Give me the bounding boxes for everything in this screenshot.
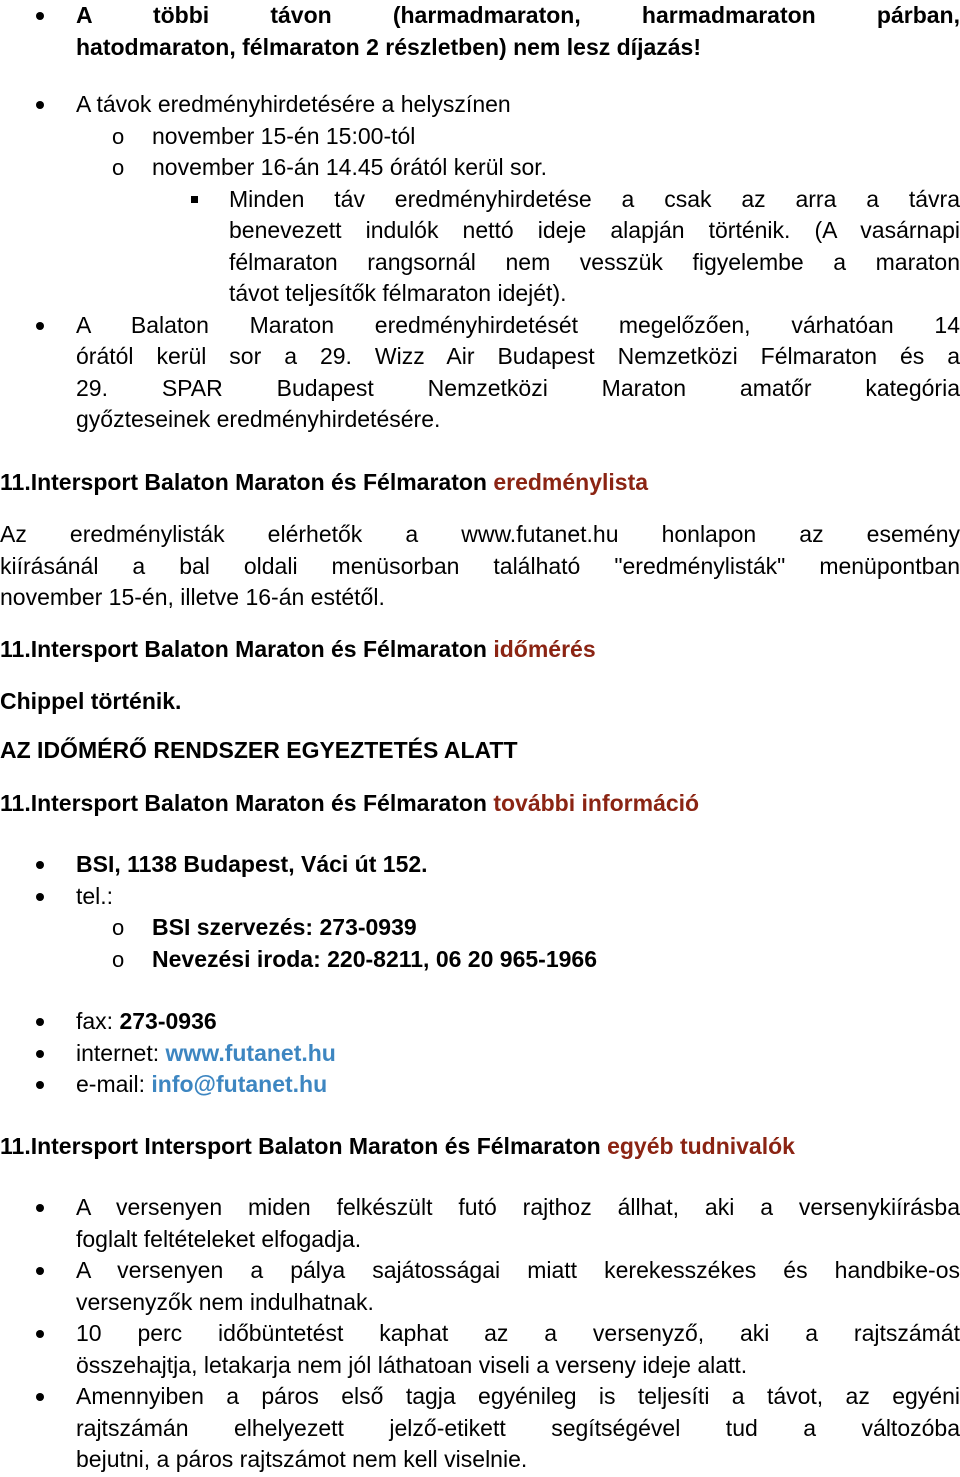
bullet-icon bbox=[36, 861, 44, 869]
info-online bbox=[0, 1006, 960, 1101]
info-section bbox=[0, 788, 960, 820]
ceremony-balaton-line4: győzteseinek eredményhirdetésére. bbox=[76, 406, 441, 432]
prizes-note-line2: hatodmaraton, félmaraton 2 részletben) nem lesz díjazás! bbox=[76, 33, 701, 60]
other-p1-line1: A versenyen miden felkészült futó rajthoz állhat, aki a versenykiírásba bbox=[76, 1194, 960, 1220]
bullet-icon bbox=[36, 322, 44, 330]
bullet-icon bbox=[36, 1050, 44, 1058]
ceremony-detail-line2: benevezett indulók nettó ideje alapján történik. (A vasárnapi bbox=[229, 217, 960, 243]
bullet-icon bbox=[36, 893, 44, 901]
other-p2-line1: A versenyen a pálya sajátosságai miatt kerekesszékes és handbike-os bbox=[76, 1257, 960, 1283]
ceremony-intro: A távok eredményhirdetésére a helyszínen bbox=[76, 91, 511, 117]
ceremony-balaton-line2: órától kerül sor a 29. Wizz Air Budapest Nemzetközi Félmaraton és a bbox=[76, 343, 960, 369]
other-list bbox=[0, 1192, 960, 1476]
bullet-icon bbox=[36, 12, 44, 20]
info-tel2: Nevezési iroda: 220-8211, 06 20 965-1966 bbox=[152, 945, 597, 972]
info-address: BSI, 1138 Budapest, Váci út 152. bbox=[76, 851, 428, 877]
bullet-icon bbox=[36, 1081, 44, 1089]
other-p4-line3: bejutni, a páros rajtszámot nem kell viselnie. bbox=[76, 1446, 528, 1472]
other-section bbox=[0, 1131, 960, 1163]
results-line1: Az eredménylisták elérhetők a www.futanet.hu honlapon az esemény bbox=[0, 521, 960, 547]
timing-heading-accent: időmérés bbox=[493, 636, 596, 662]
info-tel1: BSI szervezés: 273-0939 bbox=[152, 914, 417, 940]
bullet-icon bbox=[36, 1393, 44, 1401]
circle-bullet-icon: o bbox=[112, 946, 125, 972]
prizes-note-line1: A többi távon (harmadmaraton, harmadmaraton párban, bbox=[76, 2, 960, 28]
timing-chip: Chippel történik. bbox=[0, 688, 182, 714]
internet-label: internet: bbox=[76, 1039, 166, 1066]
other-heading-accent: egyéb tudnivalók bbox=[607, 1133, 795, 1159]
bullet-icon bbox=[36, 101, 44, 109]
results-section bbox=[0, 467, 960, 499]
internet-link[interactable]: www.futanet.hu bbox=[165, 1039, 336, 1066]
info-heading-accent: további információ bbox=[493, 790, 700, 816]
ceremony-detail-line3: félmaraton rangsornál nem vesszük figyelembe a maraton bbox=[229, 248, 960, 275]
bullet-icon bbox=[36, 1330, 44, 1338]
other-p3-line2: összehajtja, letakarja nem jól láthatoan viseli a verseny ideje alatt. bbox=[76, 1351, 748, 1378]
prizes-note bbox=[0, 0, 960, 63]
fax-value: 273-0936 bbox=[119, 1008, 217, 1034]
ceremony-sub2: november 16-án 14.45 órától kerül sor. bbox=[152, 154, 548, 180]
circle-bullet-icon: o bbox=[112, 155, 125, 180]
results-heading: 11.Intersport Balaton Maraton és Félmaraton eredménylista bbox=[0, 469, 649, 495]
ceremony-detail-line4: távot teljesítők félmaraton idejét). bbox=[229, 280, 567, 306]
fax-label: fax: bbox=[76, 1008, 120, 1034]
square-bullet-icon bbox=[191, 196, 198, 203]
email-label: e-mail: bbox=[76, 1071, 152, 1097]
info-heading: 11.Intersport Balaton Maraton és Félmaraton további információ bbox=[0, 790, 700, 816]
circle-bullet-icon: o bbox=[112, 123, 125, 149]
other-heading: 11.Intersport Intersport Balaton Maraton és Félmaraton egyéb tudnivalók bbox=[0, 1133, 795, 1159]
results-heading-accent: eredménylista bbox=[493, 469, 649, 495]
other-p4-line2: rajtszámán elhelyezett jelző-etikett segítségével tud a változóba bbox=[76, 1414, 960, 1441]
email-link[interactable]: info@futanet.hu bbox=[151, 1071, 328, 1097]
info-tel-label: tel.: bbox=[76, 882, 114, 909]
info-contacts bbox=[0, 849, 960, 975]
ceremony-section bbox=[0, 89, 960, 436]
ceremony-sub1: november 15-én 15:00-tól bbox=[152, 122, 416, 149]
bullet-icon bbox=[36, 1018, 44, 1026]
ceremony-balaton-line1: A Balaton Maraton eredményhirdetését megelőzően, várhatóan 14 bbox=[76, 311, 960, 338]
other-p2-line2: versenyzők nem indulhatnak. bbox=[76, 1288, 374, 1315]
bullet-icon bbox=[36, 1267, 44, 1275]
other-p3-line1: 10 perc időbüntetést kaphat az a versenyző, aki a rajtszámát bbox=[76, 1320, 960, 1346]
results-line3: november 15-én, illetve 16-án estétől. bbox=[0, 584, 385, 610]
results-text bbox=[0, 519, 960, 614]
ceremony-balaton-line3: 29. SPAR Budapest Nemzetközi Maraton amatőr kategória bbox=[76, 374, 960, 401]
other-p4-line1: Amennyiben a páros első tagja egyénileg is teljesíti a távot, az egyéni bbox=[76, 1383, 960, 1409]
timing-section bbox=[0, 634, 960, 666]
timing-status: AZ IDŐMÉRŐ RENDSZER EGYEZTETÉS ALATT bbox=[0, 737, 518, 763]
bullet-icon bbox=[36, 1204, 44, 1212]
other-p1-line2: foglalt feltételeket elfogadja. bbox=[76, 1225, 362, 1252]
ceremony-detail-line1: Minden táv eredményhirdetése a csak az arra a távra bbox=[229, 185, 960, 212]
timing-heading: 11.Intersport Balaton Maraton és Félmaraton időmérés bbox=[0, 636, 596, 662]
results-line2: kiírásánál a bal oldali menüsorban található "eredménylisták" menüpontban bbox=[0, 552, 960, 579]
circle-bullet-icon: o bbox=[112, 915, 125, 940]
